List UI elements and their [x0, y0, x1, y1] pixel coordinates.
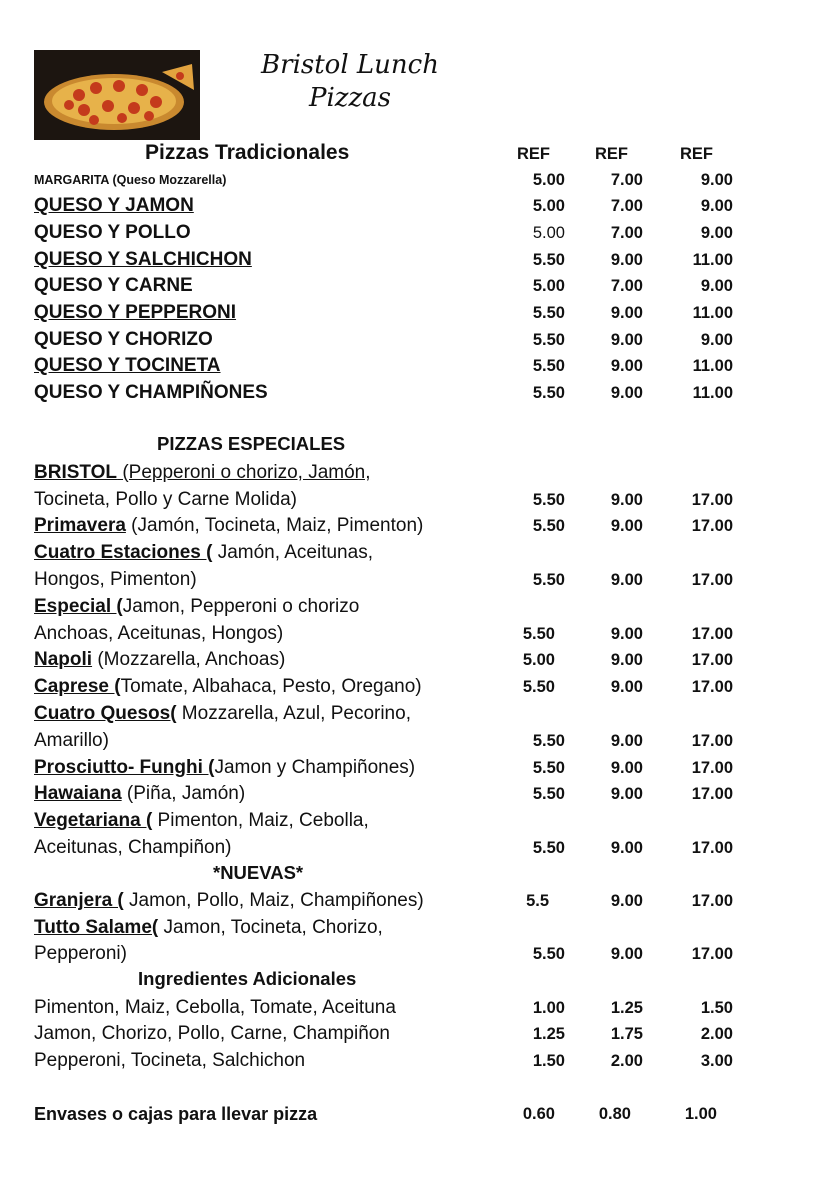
price-small: 5.50 [532, 571, 565, 589]
item-name: QUESO Y TOCINETA [34, 355, 221, 376]
pizza-photo [34, 50, 200, 140]
item-name: QUESO Y JAMON [34, 195, 194, 216]
item-name: QUESO Y CHORIZO [34, 329, 213, 350]
menu-item-row [0, 513, 833, 539]
menu-item-row [0, 674, 833, 700]
price-large: 11.00 [692, 357, 733, 375]
price-large: 17.00 [691, 732, 733, 750]
price-medium: 0.80 [598, 1105, 631, 1123]
item-description: Amarillo) [34, 730, 109, 751]
price-large: 11.00 [692, 304, 733, 322]
price-large: 17.00 [691, 945, 733, 963]
item-name: QUESO Y SALCHICHON [34, 249, 252, 270]
price-large: 17.00 [691, 678, 733, 696]
price-medium: 9.00 [610, 625, 643, 643]
menu-item-row [0, 995, 833, 1021]
item-description: Jamon, Tocineta, Chorizo, [158, 917, 383, 938]
item-description: Mozzarella, Azul, Pecorino, [176, 703, 411, 724]
price-small: 5.00 [532, 277, 565, 295]
price-large: 3.00 [700, 1052, 733, 1070]
price-large: 11.00 [692, 251, 733, 269]
section-title-nuevas: *NUEVAS* [213, 862, 304, 883]
menu-item-row [0, 247, 833, 273]
price-small: 5.50 [532, 304, 565, 322]
item-name: QUESO Y CARNE [34, 275, 193, 296]
menu-item-row [0, 808, 833, 834]
item-name: Jamon, Chorizo, Pollo, Carne, Champiñon [34, 1023, 390, 1044]
item-description: Jamon y Champiñones) [214, 757, 416, 778]
price-small: 1.00 [532, 999, 565, 1017]
item-name: Pimenton, Maiz, Cebolla, Tomate, Aceituna [34, 997, 396, 1018]
price-large: 1.50 [700, 999, 733, 1017]
price-small: 5.5 [526, 892, 549, 910]
item-name: QUESO Y PEPPERONI [34, 302, 237, 323]
menu-subtitle: Pizzas [308, 83, 392, 113]
menu-item-row [0, 167, 833, 193]
price-medium: 7.00 [610, 224, 643, 242]
price-large: 17.00 [691, 571, 733, 589]
menu-item-row [0, 755, 833, 781]
menu-item-row [0, 781, 833, 807]
price-small: 0.60 [522, 1105, 555, 1123]
price-large: 17.00 [691, 785, 733, 803]
price-small: 1.50 [532, 1052, 565, 1070]
price-large: 9.00 [700, 277, 733, 295]
price-medium: 7.00 [610, 277, 643, 295]
menu-item-row-cont [0, 567, 833, 593]
section-title-tradicionales: Pizzas Tradicionales [145, 141, 350, 164]
item-description: (Pepperoni o chorizo, Jamón, [117, 462, 371, 483]
item-name: Prosciutto- Funghi ( [34, 757, 215, 778]
menu-item-row-cont [0, 621, 833, 647]
item-name: Hawaiana [34, 783, 122, 804]
price-medium: 9.00 [610, 732, 643, 750]
price-medium: 2.00 [610, 1052, 643, 1070]
item-description: (Piña, Jamón) [121, 783, 246, 804]
price-small: 5.50 [522, 625, 555, 643]
price-small: 5.00 [532, 224, 565, 242]
price-small: 5.50 [532, 945, 565, 963]
price-large: 9.00 [700, 197, 733, 215]
price-large: 17.00 [691, 892, 733, 910]
item-description: (Jamón, Tocineta, Maiz, Pimenton) [125, 515, 424, 536]
price-small: 5.00 [532, 171, 565, 189]
item-name: Caprese ( [34, 676, 121, 697]
ref-header-2: REF [595, 145, 628, 163]
item-description: Hongos, Pimenton) [34, 569, 197, 590]
price-medium: 9.00 [610, 785, 643, 803]
item-name: QUESO Y POLLO [34, 222, 191, 243]
menu-item-row [0, 220, 833, 246]
price-medium: 9.00 [610, 759, 643, 777]
restaurant-name: Bristol Lunch [261, 50, 439, 80]
price-medium: 9.00 [610, 251, 643, 269]
menu-item-row-cont [0, 728, 833, 754]
price-small: 5.50 [532, 331, 565, 349]
price-medium: 9.00 [610, 571, 643, 589]
item-name: Envases o cajas para llevar pizza [34, 1104, 318, 1124]
menu-item-row [0, 460, 833, 486]
price-medium: 9.00 [610, 517, 643, 535]
price-large: 2.00 [700, 1025, 733, 1043]
price-large: 17.00 [691, 625, 733, 643]
menu-item-row [0, 327, 833, 353]
price-large: 17.00 [691, 491, 733, 509]
price-medium: 7.00 [610, 197, 643, 215]
item-name: Vegetariana ( [34, 810, 153, 831]
item-description: Tocineta, Pollo y Carne Molida) [34, 489, 297, 510]
menu-item-row-cont [0, 487, 833, 513]
price-small: 5.50 [532, 384, 565, 402]
price-medium: 9.00 [610, 491, 643, 509]
price-large: 17.00 [691, 517, 733, 535]
price-small: 5.00 [532, 197, 565, 215]
price-medium: 9.00 [610, 892, 643, 910]
menu-item-row [0, 594, 833, 620]
section-title-adicionales: Ingredientes Adicionales [138, 968, 357, 989]
item-name: QUESO Y CHAMPIÑONES [34, 382, 268, 403]
price-large: 17.00 [691, 839, 733, 857]
price-large: 9.00 [700, 171, 733, 189]
price-small: 5.50 [532, 251, 565, 269]
price-large: 17.00 [691, 759, 733, 777]
item-description: Tomate, Albahaca, Pesto, Oregano) [120, 676, 422, 697]
menu-item-row [0, 701, 833, 727]
item-name: Pepperoni, Tocineta, Salchichon [34, 1050, 306, 1071]
menu-item-row [0, 353, 833, 379]
price-medium: 9.00 [610, 839, 643, 857]
item-description: Jamon, Pollo, Maiz, Champiñones) [123, 890, 424, 911]
menu-item-row [0, 540, 833, 566]
price-small: 5.50 [532, 732, 565, 750]
menu-item-row [0, 1021, 833, 1047]
price-medium: 9.00 [610, 651, 643, 669]
menu-item-row [0, 300, 833, 326]
price-large: 17.00 [691, 651, 733, 669]
price-medium: 1.75 [610, 1025, 643, 1043]
section-title-especiales: PIZZAS ESPECIALES [157, 433, 346, 454]
price-medium: 9.00 [610, 384, 643, 402]
price-medium: 9.00 [610, 331, 643, 349]
menu-item-row-cont [0, 835, 833, 861]
menu-item-row [0, 888, 833, 914]
menu-item-row [0, 915, 833, 941]
item-name: Primavera [34, 515, 126, 536]
ref-header-3: REF [680, 145, 713, 163]
item-name: Cuatro Quesos( [34, 703, 177, 724]
price-medium: 9.00 [610, 678, 643, 696]
price-medium: 9.00 [610, 945, 643, 963]
menu-item-row [0, 273, 833, 299]
item-name: Granjera ( [34, 890, 124, 911]
price-small: 5.50 [522, 678, 555, 696]
price-medium: 1.25 [610, 999, 643, 1017]
item-name: Cuatro Estaciones ( [34, 542, 213, 563]
item-name: Tutto Salame( [34, 917, 159, 938]
price-large: 9.00 [700, 331, 733, 349]
price-large: 9.00 [700, 224, 733, 242]
ref-header-1: REF [517, 145, 550, 163]
price-small: 5.50 [532, 759, 565, 777]
menu-item-row [0, 1101, 833, 1127]
menu-item-row [0, 647, 833, 673]
price-large: 1.00 [684, 1105, 717, 1123]
price-small: 5.50 [532, 491, 565, 509]
item-description: Pepperoni) [34, 943, 127, 964]
price-small: 5.50 [532, 357, 565, 375]
menu-item-row [0, 380, 833, 406]
item-name: BRISTOL [34, 462, 118, 483]
menu-item-row-cont [0, 941, 833, 967]
price-medium: 9.00 [610, 304, 643, 322]
price-small: 1.25 [532, 1025, 565, 1043]
item-description: Pimenton, Maiz, Cebolla, [152, 810, 369, 831]
menu-item-row [0, 193, 833, 219]
price-medium: 9.00 [610, 357, 643, 375]
item-name: Especial ( [34, 596, 123, 617]
item-description: Jamón, Aceitunas, [212, 542, 373, 563]
item-description: (Mozzarella, Anchoas) [92, 649, 286, 670]
item-description: Aceitunas, Champiñon) [34, 837, 232, 858]
item-description: Anchoas, Aceitunas, Hongos) [34, 623, 284, 644]
item-name: Napoli [34, 649, 93, 670]
price-small: 5.00 [522, 651, 555, 669]
price-small: 5.50 [532, 839, 565, 857]
menu-item-row [0, 1048, 833, 1074]
item-name: MARGARITA (Queso Mozzarella) [34, 173, 227, 187]
price-medium: 7.00 [610, 171, 643, 189]
price-small: 5.50 [532, 517, 565, 535]
item-description: Jamon, Pepperoni o chorizo [122, 596, 360, 617]
price-large: 11.00 [692, 384, 733, 402]
price-small: 5.50 [532, 785, 565, 803]
